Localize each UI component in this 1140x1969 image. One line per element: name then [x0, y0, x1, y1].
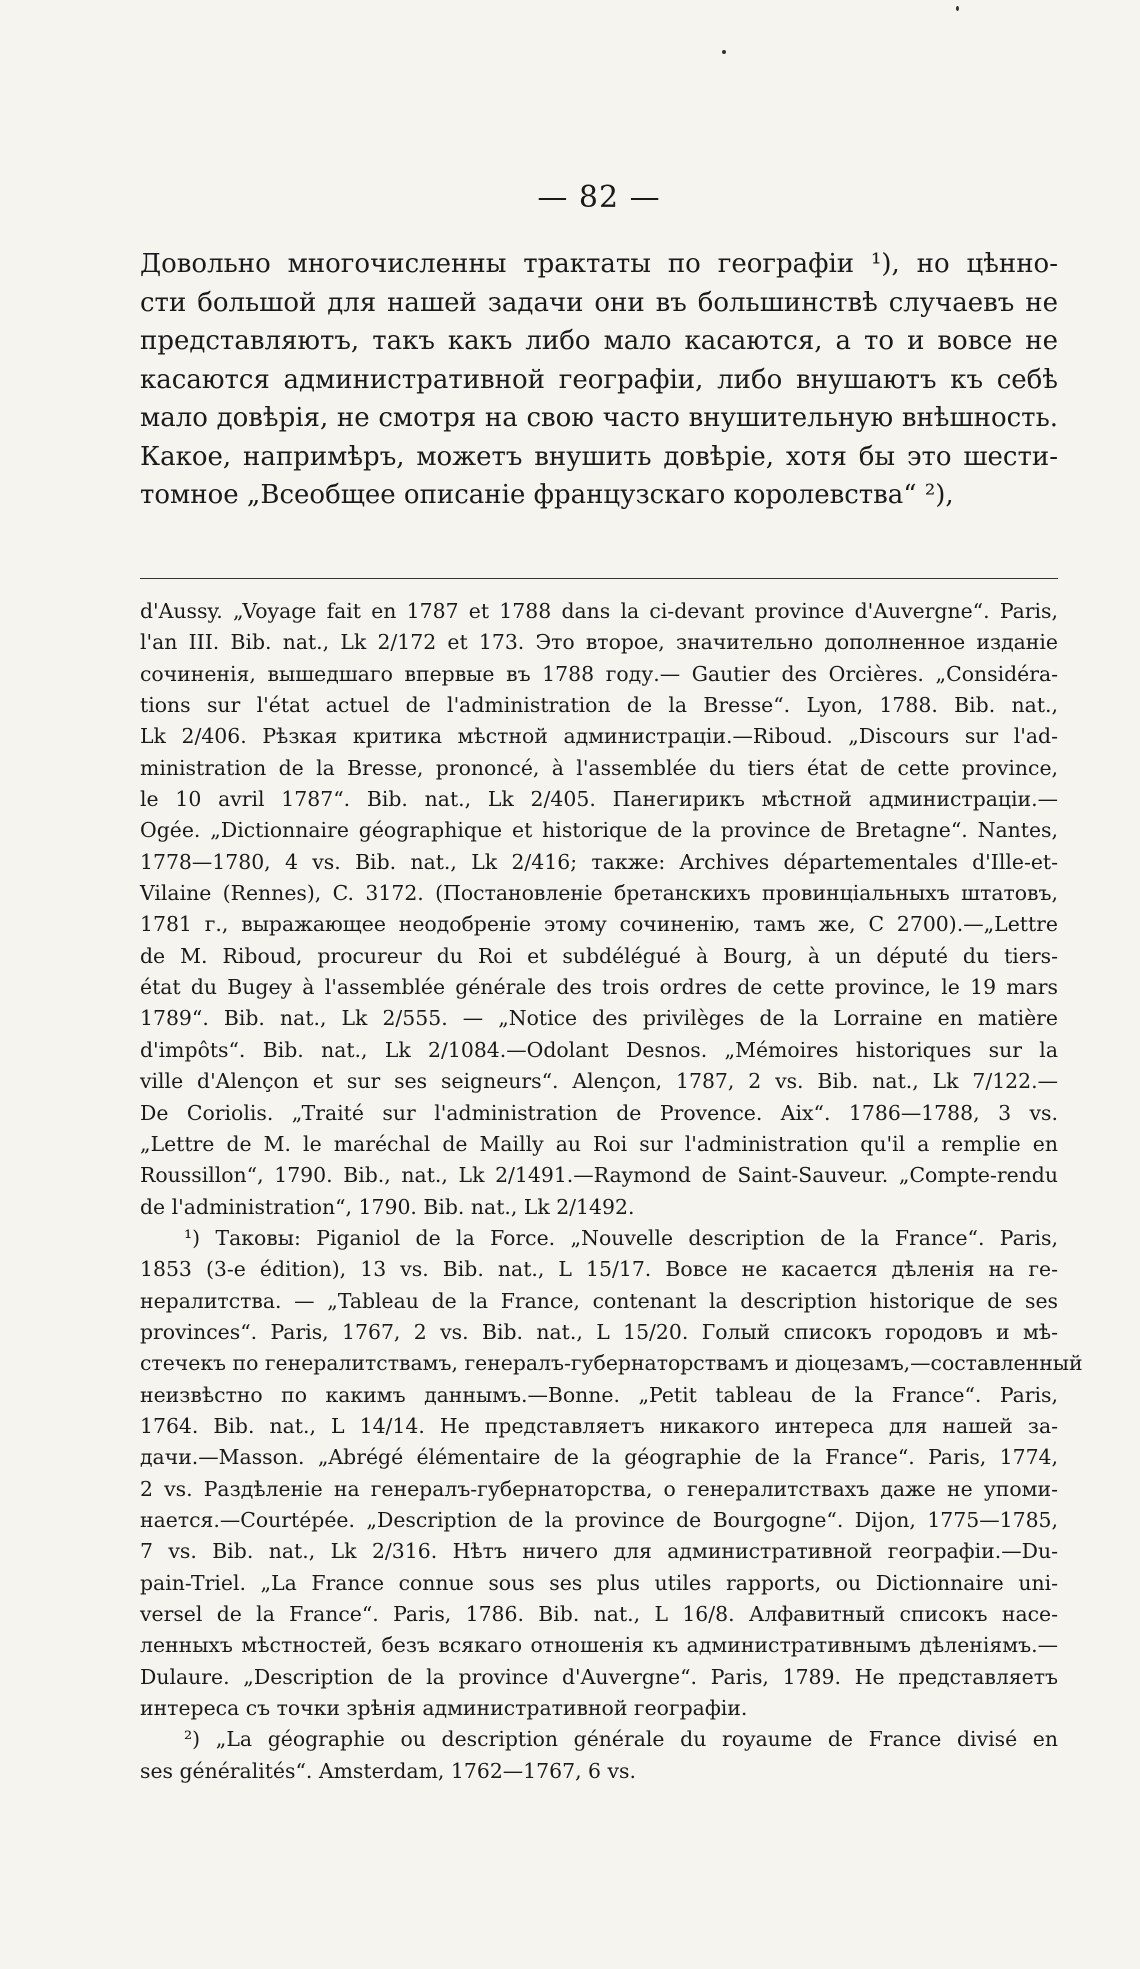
footnote-line: Vilaine (Rennes), C. 3172. (Постановленіе бретанскихъ провинціальныхъ штатовъ, — [140, 881, 1058, 906]
footnote-line: de M. Riboud, procureur du Roi et subdélégué à Bourg, à un député du tiers- — [140, 943, 1058, 968]
footnote-line: 1778—1780, 4 vs. Bib. nat., Lk 2/416; также: Archives départementales d'Ille-et- — [140, 849, 1058, 874]
footnote-line: 1853 (3-e édition), 13 vs. Bib. nat., L 15/17. Вовсе не касается дѣленія на ге- — [140, 1257, 1058, 1282]
footnote-line: d'Aussy. „Voyage fait en 1787 et 1788 dans la ci-devant province d'Auvergne“. Paris, — [140, 599, 1058, 623]
ink-speck — [722, 50, 726, 54]
footnote-line: нералитства. — „Tableau de la France, contenant la description historique de ses — [140, 1288, 1058, 1313]
book-page — [140, 0, 1083, 1969]
footnote-line: Dulaure. „Description de la province d'Auvergne“. Paris, 1789. Не представляетъ — [140, 1664, 1058, 1689]
ink-speck — [956, 6, 959, 11]
footnote-line: ses généralités“. Amsterdam, 1762—1767, 6 vs. — [140, 1758, 636, 1783]
footnote-line: de l'administration“, 1790. Bib. nat., Lk 2/1492. — [140, 1194, 635, 1219]
body-line: Довольно многочисленны трактаты по географіи ¹), но цѣнно- — [140, 249, 1058, 279]
footnote-line: неизвѣстно по какимъ даннымъ.—Bonne. „Petit tableau de la France“. Paris, — [140, 1382, 1058, 1407]
footnote-line: стечекъ по генералитствамъ, генералъ-губернаторствамъ и діоцезамъ,—составленный — [140, 1351, 1083, 1376]
footnote-line: ²) „La géographie ou description générale du royaume de France divisé en — [184, 1727, 1058, 1752]
body-line: томное „Всеобщее описаніе французскаго королевства“ ²), — [140, 480, 954, 510]
footnote-line: ¹) Таковы: Piganiol de la Force. „Nouvelle description de la France“. Paris, — [184, 1225, 1058, 1250]
footnote-line: ville d'Alençon et sur ses seigneurs“. Alençon, 1787, 2 vs. Bib. nat., Lk 7/122.— — [140, 1069, 1058, 1094]
footnote-line: Ogée. „Dictionnaire géographique et historique de la province de Bretagne“. Nantes, — [140, 818, 1058, 843]
footnote-line: versel de la France“. Paris, 1786. Bib. nat., L 16/8. Алфавитный списокъ насе- — [140, 1602, 1058, 1626]
footnote-line: De Coriolis. „Traité sur l'administration de Provence. Aix“. 1786—1788, 3 vs. — [140, 1100, 1058, 1125]
body-line: представляютъ, такъ какъ либо мало касаются, а то и вовсе не — [140, 326, 1058, 356]
footnote-line: нается.—Courtépée. „Description de la province de Bourgogne“. Dijon, 1775—1785, — [140, 1507, 1058, 1532]
body-line: мало довѣрія, не смотря на свою часто внушительную внѣшность. — [140, 403, 1058, 433]
footnote-line: tions sur l'état actuel de l'administration de la Bresse“. Lyon, 1788. Bib. nat., — [140, 693, 1058, 718]
footnote-line: provinces“. Paris, 1767, 2 vs. Bib. nat., L 15/20. Голый списокъ городовъ и мѣ- — [140, 1319, 1058, 1344]
footnote-line: l'an III. Bib. nat., Lk 2/172 et 173. Это второе, значительно дополненное изданіе — [140, 630, 1058, 655]
body-paragraph — [140, 245, 1058, 515]
footnote-line: 1764. Bib. nat., L 14/14. Не представляетъ никакого интереса для нашей за- — [140, 1413, 1058, 1438]
footnote-line: сочиненія, вышедшаго впервые въ 1788 году.— Gautier des Orcières. „Considéra- — [140, 661, 1058, 686]
footnote-line: le 10 avril 1787“. Bib. nat., Lk 2/405. Панегирикъ мѣстной администраціи.— — [140, 787, 1058, 812]
footnote-separator — [140, 578, 1058, 579]
footnote-line: интереса съ точки зрѣнія административной географіи. — [140, 1696, 748, 1721]
footnote-1 — [140, 1223, 1083, 1725]
footnote-line: 2 vs. Раздѣленіе на генералъ-губернаторства, о генералитствахъ даже не упоми- — [140, 1476, 1058, 1501]
footnotes-area — [140, 596, 1083, 1787]
footnote-line: „Lettre de M. le maréchal de Mailly au Roi sur l'administration qu'il a remplie en — [140, 1131, 1058, 1156]
footnote-line: 1781 г., выражающее неодобреніе этому сочиненію, тамъ же, C 2700).—„Lettre — [140, 912, 1058, 937]
body-line: касаются административной географіи, либо внушаютъ къ себѣ — [140, 364, 1058, 395]
footnote-line: Lk 2/406. Рѣзкая критика мѣстной администраціи.—Riboud. „Discours sur l'ad- — [140, 724, 1058, 749]
footnote-line: pain-Triel. „La France connue sous ses plus utiles rapports, ou Dictionnaire uni- — [140, 1570, 1058, 1595]
footnote-2 — [140, 1724, 1058, 1787]
footnote-line: Roussillon“, 1790. Bib., nat., Lk 2/1491.—Raymond de Saint-Sauveur. „Compte-rendu — [140, 1163, 1058, 1188]
footnote-line: 1789“. Bib. nat., Lk 2/555. — „Notice des privilèges de la Lorraine en matière — [140, 1006, 1058, 1031]
footnote-continuation — [140, 596, 1058, 1223]
body-line: сти большой для нашей задачи они въ большинствѣ случаевъ не — [140, 287, 1058, 318]
footnote-line: ministration de la Bresse, prononcé, à l'assemblée du tiers état de cette province, — [140, 755, 1058, 780]
footnote-line: 7 vs. Bib. nat., Lk 2/316. Нѣтъ ничего для административной географіи.—Du- — [140, 1539, 1058, 1564]
footnote-line: дачи.—Masson. „Abrégé élémentaire de la géographie de la France“. Paris, 1774, — [140, 1445, 1058, 1470]
footnote-line: état du Bugey à l'assemblée générale des trois ordres de cette province, le 19 mars — [140, 975, 1058, 1000]
body-line: Какое, напримѣръ, можетъ внушить довѣріе, хотя бы это шести- — [140, 441, 1058, 472]
footnote-line: d'impôts“. Bib. nat., Lk 2/1084.—Odolant Desnos. „Mémoires historiques sur la — [140, 1037, 1058, 1062]
page-number: — 82 — — [537, 180, 661, 215]
footnote-line: ленныхъ мѣстностей, безъ всякаго отношенія къ административнымъ дѣленіямъ.— — [140, 1633, 1058, 1658]
